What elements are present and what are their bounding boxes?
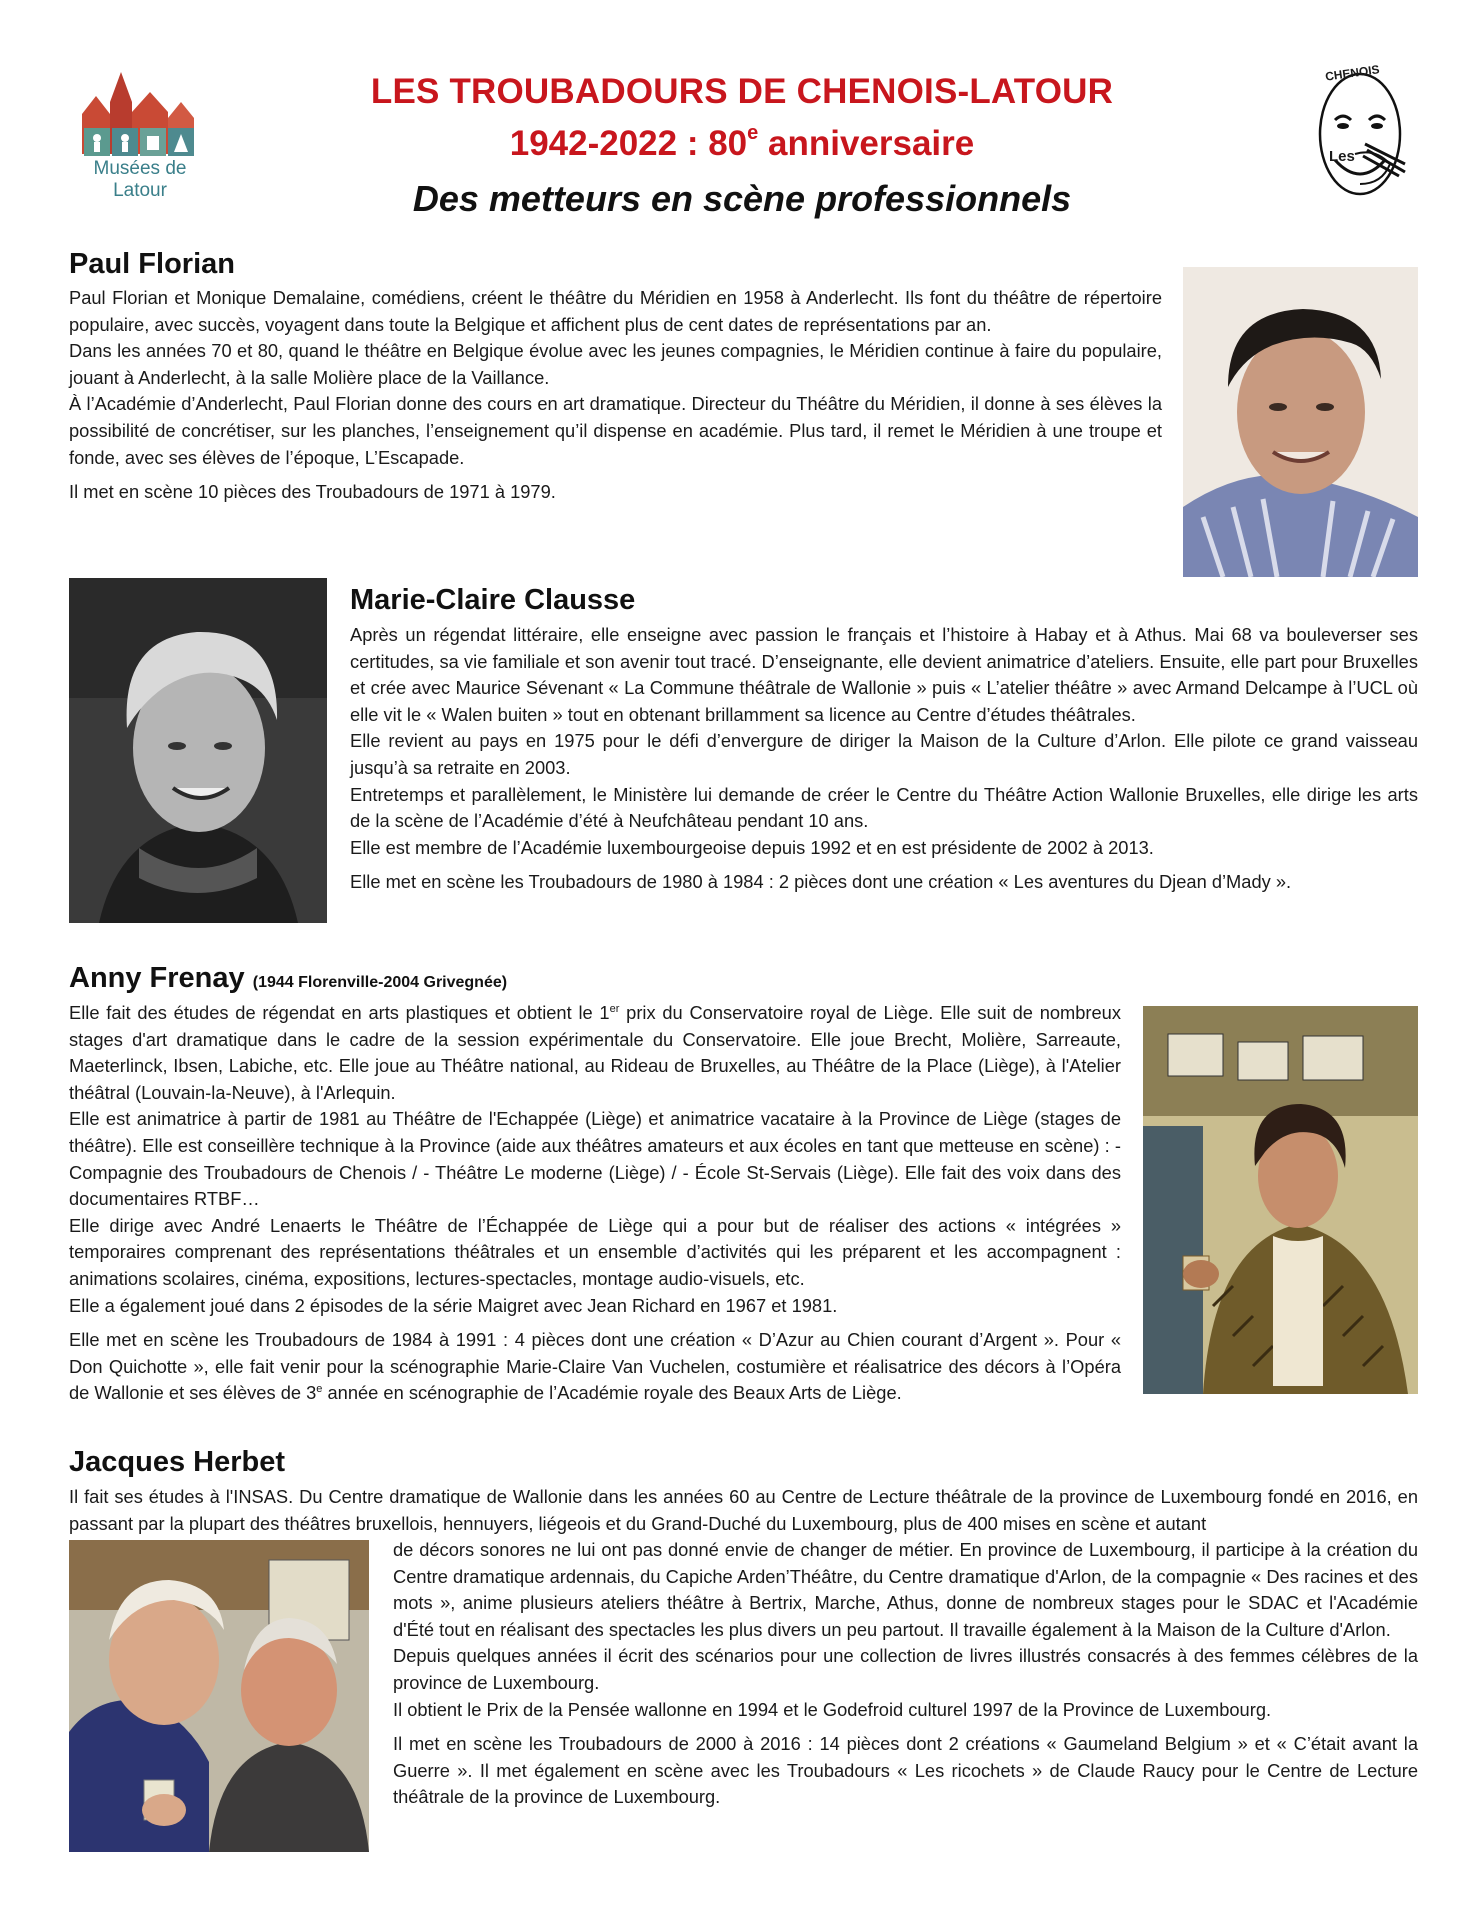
frenay-closing-post: année en scénographie de l’Académie royale des Beaux Arts de Liège. — [322, 1382, 902, 1404]
frenay-paragraph: Elle a également joué dans 2 épisodes de la série Maigret avec Jean Richard en 1967 et 1981. — [69, 1294, 838, 1316]
right-logo-les-text: Les — [1329, 148, 1355, 165]
florian-bio — [69, 285, 1162, 506]
section-heading-clausse: Marie-Claire Clausse — [350, 584, 636, 616]
herbet-bio — [393, 1537, 1418, 1811]
section-heading-herbet: Jacques Herbet — [69, 1446, 285, 1478]
herbet-paragraph: de décors sonores ne lui ont pas donné envie de changer de métier. En province de Luxembourg, il participe à la création du Centre dramatique ardennais, du Capiche Arden’Théâtre, du Centre dramatique d'Arlon, de la compagnie « Des racines et des mots », anime plusieurs ateliers théâtre à Bertrix, Marche, Athus, donne de nombreux stages pour le SDAC et l'Académie d'Été tout en réalisant des spectacles les plus divers un peu partout. Il travaille également à la Maison de la Culture d'Arlon. — [393, 1539, 1418, 1640]
page-title: LES TROUBADOURS DE CHENOIS-LATOUR — [370, 72, 1114, 111]
page-subtitle: Des metteurs en scène professionnels — [412, 178, 1072, 219]
portrait-marie-claire-clausse — [69, 578, 327, 923]
frenay-paragraph: Elle dirige avec André Lenaerts le Théâtre de l’Échappée de Liège qui a pour but de réaliser des actions « intégrées » temporaires comprenant des représentations théâtrales et un ensemble d’activités qui les préparent et les accompagnent : animations scolaires, cinéma, expositions, lectures-spectacles, montage audio-visuels, etc. — [69, 1214, 1121, 1289]
left-logo-text: Musées de Latour — [93, 158, 187, 201]
clausse-paragraph: Elle est membre de l’Académie luxembourgeoise depuis 1992 et en est présidente de 2002 à 2013. — [350, 836, 1154, 858]
florian-paragraph: Dans les années 70 et 80, quand le théâtre en Belgique évolue avec les jeunes compagnies, le Méridien continue à faire du populaire, jouant à Anderlecht, à la salle Molière place de la Vaillance. — [69, 340, 1162, 388]
portrait-paul-florian — [1183, 267, 1418, 577]
herbet-paragraph: Il obtient le Prix de la Pensée wallonne en 1994 et le Godefroid culturel 1997 de la Province de Luxembourg. — [393, 1698, 1272, 1720]
frenay-paragraph — [69, 1000, 1121, 1106]
frenay-closing — [69, 1327, 1121, 1407]
frenay-dates: (1944 Florenville-2004 Grivegnée) — [252, 974, 508, 991]
frenay-p1-post: prix du Conservatoire royal de Liège. Elle suit de nombreux stages d'art dramatique dans le cadre de la session expérimentale du Conservatoire. Elle joue Brecht, Molière, Sarreaute, Maeterlinck, Ibsen, Labiche, etc. Elle joue au Théâtre national, au Rideau de Bruxelles, au Théâtre de la Place (Liège), à l'Atelier théâtral (Louvain-la-Neuve), à l'Arlequin. — [69, 1002, 1121, 1103]
photo-anny-frenay — [1143, 1006, 1418, 1394]
florian-paragraph: À l’Académie d’Anderlecht, Paul Florian donne des cours en art dramatique. Directeur du Théâtre du Méridien, il donne à ses élèves la possibilité de concrétiser, sur les planches, l’enseignement qu’il dispense en académie. Plus tard, il remet le Méridien à une troupe et fonde, avec ses élèves de l’époque, L’Escapade. — [69, 393, 1162, 468]
herbet-closing: Il met en scène les Troubadours de 2000 à 2016 : 14 pièces dont 2 créations « Gaumeland Belgium » et « C’était avant la Guerre ». Il met également en scène avec les Troubadours « Les ricochets » de Claude Raucy pour le Centre de Lecture théâtrale de la province de Luxembourg. — [393, 1733, 1418, 1808]
frenay-closing-pre: Elle met en scène les Troubadours de 1984 à 1991 : 4 pièces dont une création « D’Azur au Chien courant d’Argent ». Pour « Don Quichotte », elle fait venir pour la scénographie Marie-Claire Van Vuchelen, costumière et réalisatrice des décors à l’Opéra de Wallonie et ses élèves de 3 — [69, 1329, 1121, 1404]
anniversary-title-pre: 1942-2022 : 80 — [509, 124, 748, 163]
frenay-closing-sup: e — [316, 1383, 323, 1396]
anniversary-sup: e — [747, 122, 759, 144]
frenay-bio — [69, 1000, 1121, 1407]
section-heading-frenay — [69, 962, 507, 995]
frenay-p1-sup: er — [609, 1002, 620, 1015]
section-heading-florian: Paul Florian — [69, 248, 235, 280]
frenay-p1-pre: Elle fait des études de régendat en arts plastiques et obtient le 1 — [69, 1002, 610, 1023]
right-logo-small-text: CHENOIS — [1324, 62, 1381, 84]
frenay-paragraph: Elle est animatrice à partir de 1981 au Théâtre de l'Echappée (Liège) et animatrice vacataire à la Province de Liège (stages de théâtre). Elle est conseillère technique à la Province (aide aux théâtres amateurs et aux écoles en tant que metteuse en scène) : - Compagnie des Troubadours de Chenois / - Théâtre Le moderne (Liège) / - École St-Servais (Liège). Elle fait des voix dans des documentaires RTBF… — [69, 1108, 1121, 1210]
anniversary-title — [0, 124, 1484, 164]
clausse-closing: Elle met en scène les Troubadours de 1980 à 1984 : 2 pièces dont une création « Les aventures du Djean d’Mady ». — [350, 871, 1292, 893]
florian-closing: Il met en scène 10 pièces des Troubadours de 1971 à 1979. — [69, 481, 556, 503]
herbet-paragraph: Depuis quelques années il écrit des scénarios pour une collection de livres illustrés consacrés à des femmes célèbres de la province de Luxembourg. — [393, 1645, 1418, 1693]
florian-paragraph: Paul Florian et Monique Demalaine, comédiens, créent le théâtre du Méridien en 1958 à Anderlecht. Ils font du théâtre de répertoire populaire, avec succès, voyagent dans toute la Belgique et affichent plus de cent dates de représentations par an. — [69, 287, 1162, 335]
clausse-bio — [350, 622, 1418, 896]
anniversary-title-post: anniversaire — [758, 124, 975, 163]
clausse-paragraph: Entretemps et parallèlement, le Ministère lui demande de créer le Centre du Théâtre Action Wallonie Bruxelles, elle dirige les arts de la scène de l’Académie d’été à Neufchâteau pendant 10 ans. — [350, 783, 1418, 832]
frenay-name: Anny Frenay — [69, 962, 245, 994]
clausse-paragraph: Elle revient au pays en 1975 pour le défi d’envergure de diriger la Maison de la Culture d’Arlon. Elle pilote ce grand vaisseau jusqu’à sa retraite en 2003. — [350, 730, 1418, 778]
herbet-intro: Il fait ses études à l'INSAS. Du Centre dramatique de Wallonie dans les années 60 au Centre de Lecture théâtrale de la province de Luxembourg fondé en 2016, en passant par la plupart des théâtres bruxellois, hennuyers, liégeois et du Grand-Duché du Luxembourg, plus de 400 mises en scène et autant — [69, 1486, 1418, 1534]
clausse-paragraph: Après un régendat littéraire, elle enseigne avec passion le français et l’histoire à Habay et à Athus. Mai 68 va bouleverser ses certitudes, sa vie familiale et son avenir tout tracé. D’enseignante, elle devient animatrice d’ateliers. Ensuite, elle part pour Bruxelles et crée avec Maurice Sévenant « La Commune théâtrale de Wallonie » puis « L’atelier théâtre » avec Armand Delcampe à l’UCL où elle vit le « Walen buiten » tout en obtenant brillamment sa licence au Centre d’études théâtrales. — [350, 624, 1418, 725]
photo-jacques-herbet — [69, 1540, 369, 1852]
